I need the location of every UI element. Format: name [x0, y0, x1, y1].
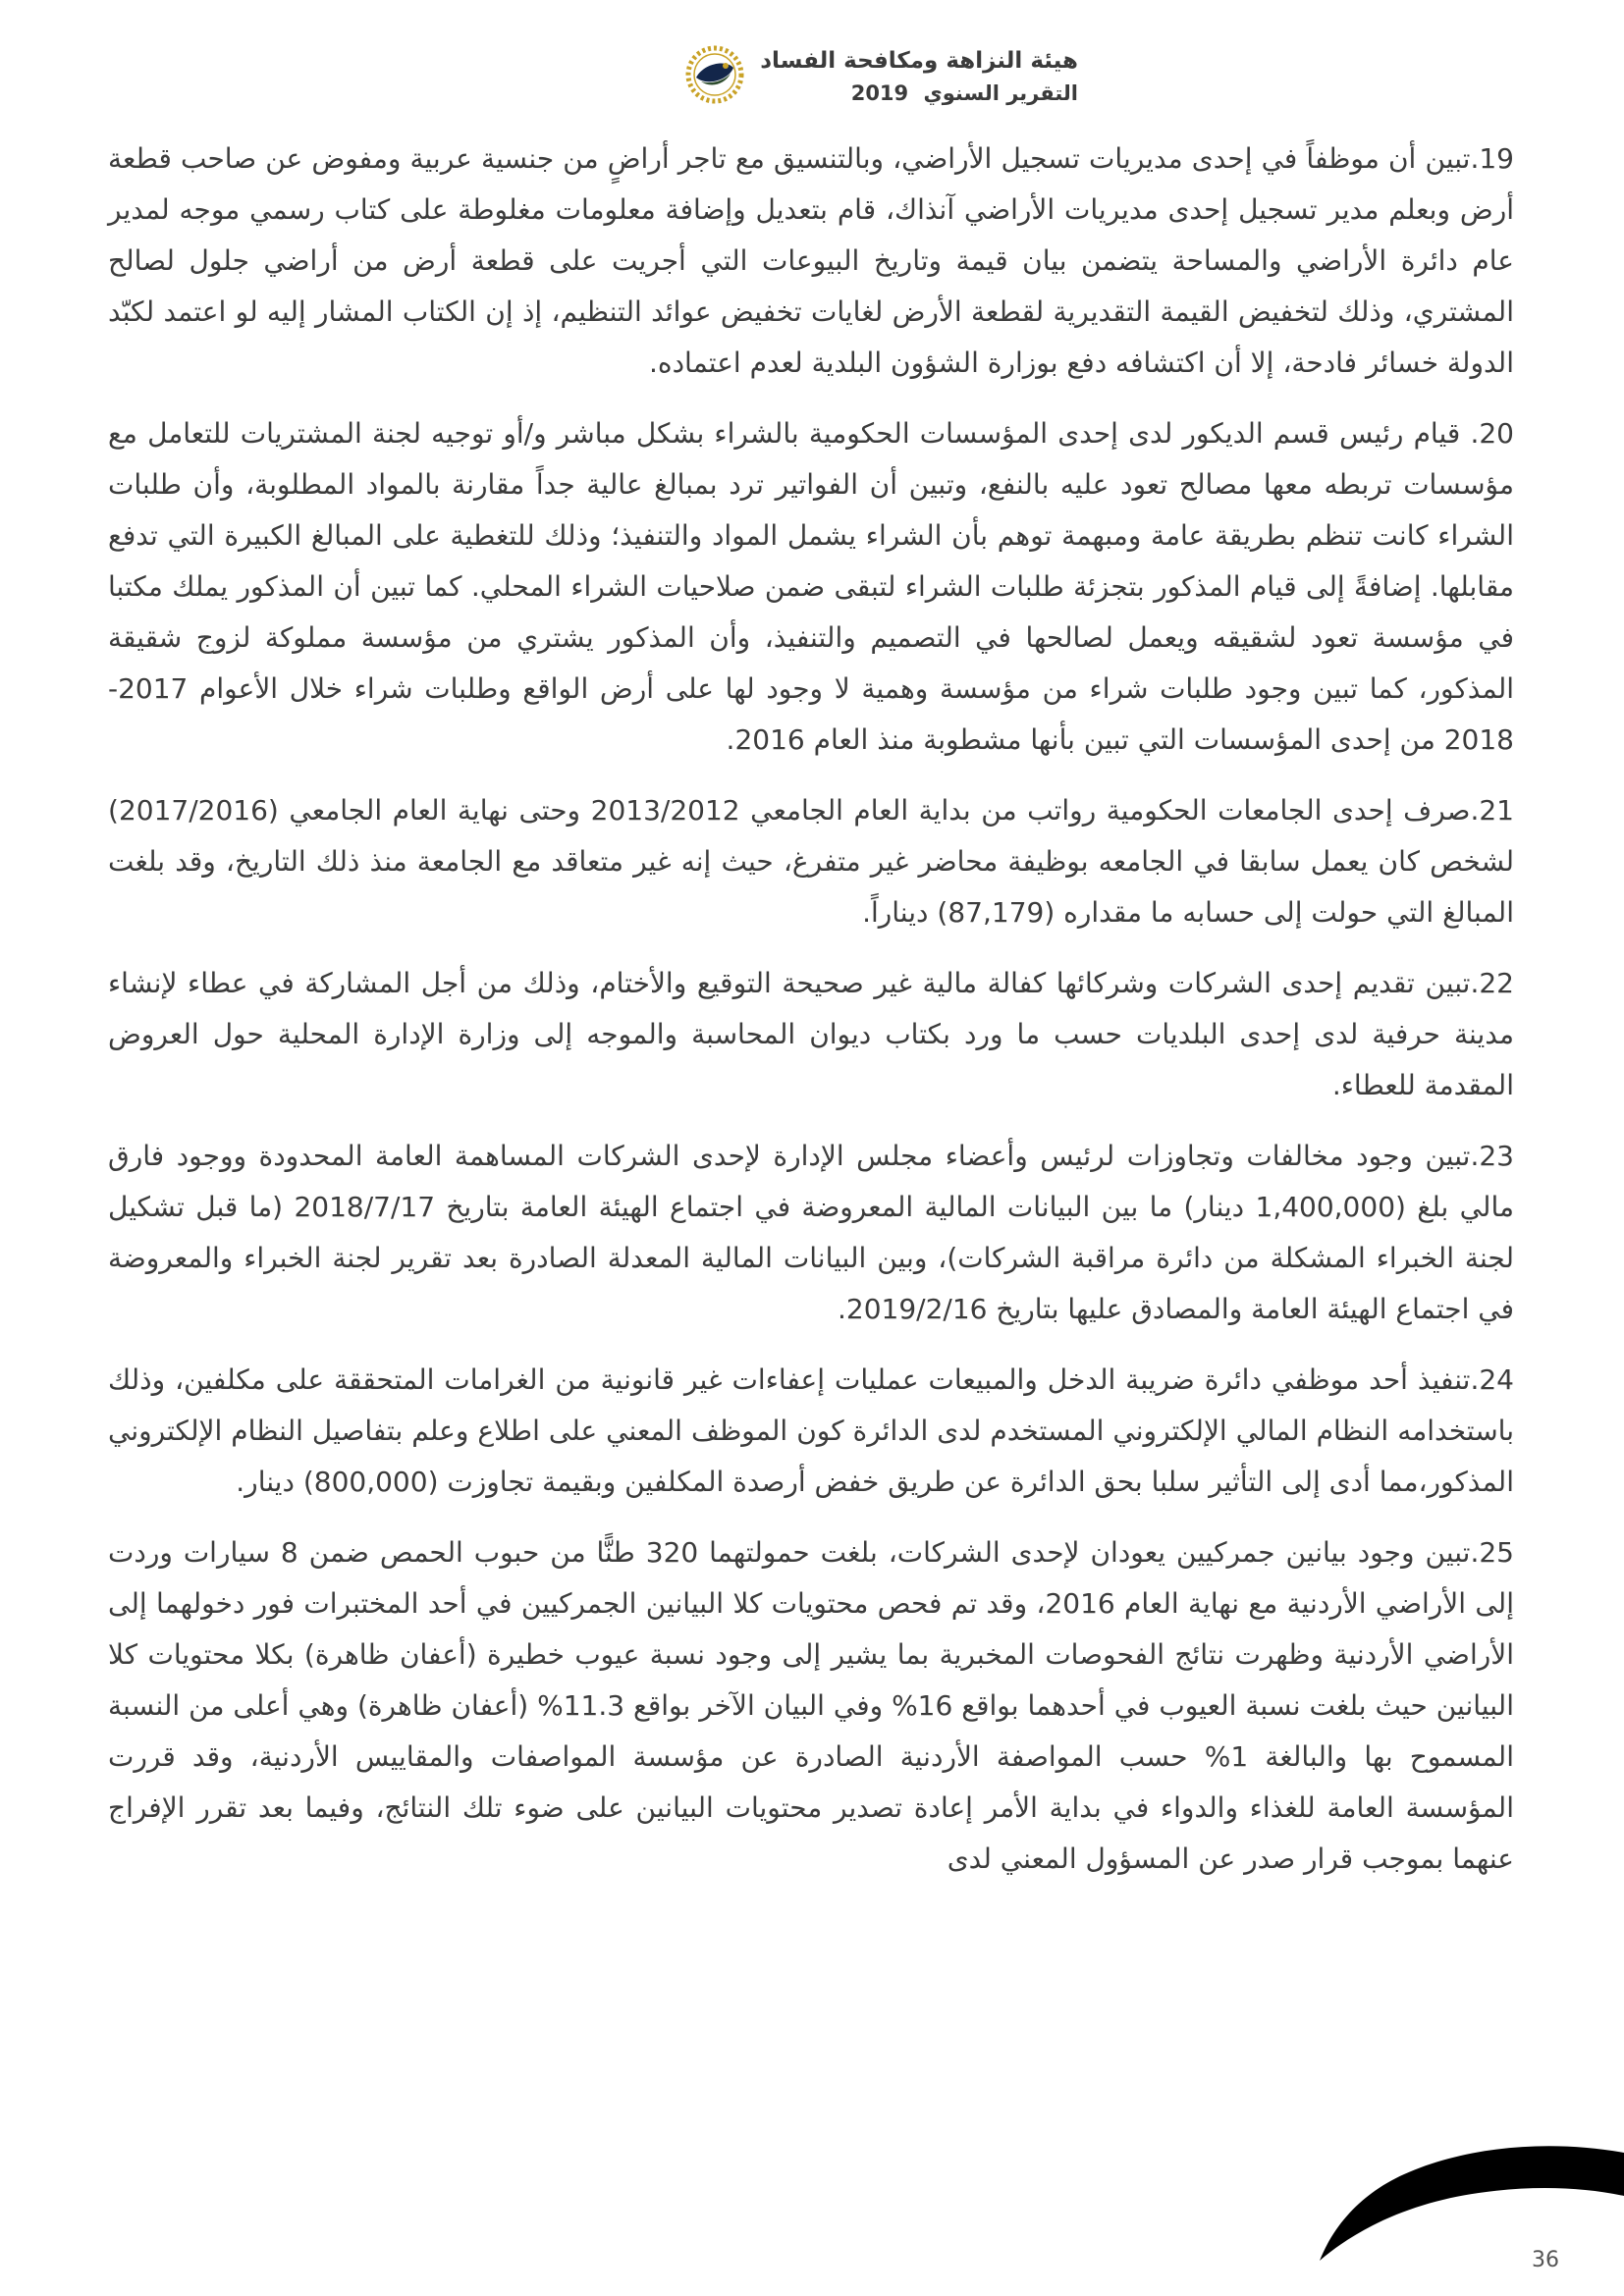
report-body: [108, 133, 1514, 1904]
item-number: 23.: [1470, 1140, 1514, 1172]
report-title: التقرير السنوي: [923, 81, 1078, 105]
integrity-commission-emblem-icon: [681, 41, 748, 112]
item-number: 22.: [1470, 967, 1514, 999]
item-number: 19.: [1470, 142, 1514, 175]
list-item-24: [108, 1355, 1514, 1508]
list-item-23: [108, 1131, 1514, 1335]
item-text: تبين وجود مخالفات وتجاوزات لرئيس وأعضاء مجلس الإدارة لإحدى الشركات المساهمة العامة المحدودة ووجود فارق مالي بلغ (1,400,000 دينار) ما بين البيانات المالية المعروضة في اجتماع الهيئة العامة بتاريخ 2018/7/17 (ما قبل تشكيل لجنة الخبراء المشكلة من دائرة مراقبة الشركات)، وبين البيانات المالية المعدلة الصادرة بعد تقرير لجنة الخبراء والمعروضة في اجتماع الهيئة العامة والمصادق عليها بتاريخ 2019/2/16.: [108, 1140, 1514, 1325]
item-text: تبين تقديم إحدى الشركات وشركائها كفالة مالية غير صحيحة التوقيع والأختام، وذلك من أجل المشاركة في عطاء لإنشاء مدينة حرفية لدى إحدى البلديات حسب ما ورد بكتاب ديوان المحاسبة والموجه إلى وزارة الإدارة المحلية حول العروض المقدمة للعطاء.: [108, 967, 1514, 1101]
list-item-19: [108, 133, 1514, 389]
report-title-line: [760, 80, 1078, 107]
item-number: 21.: [1470, 794, 1514, 827]
list-item-25: [108, 1527, 1514, 1885]
list-item-21: [108, 785, 1514, 938]
page-number: 36: [1532, 2248, 1559, 2272]
item-number: 25.: [1470, 1536, 1514, 1569]
organization-name: هيئة النزاهة ومكافحة الفساد: [760, 48, 1078, 74]
item-text: قيام رئيس قسم الديكور لدى إحدى المؤسسات الحكومية بالشراء بشكل مباشر و/أو توجيه لجنة المشتريات للتعامل مع مؤسسات تربطه معها مصالح تعود عليه بالنفع، وتبين أن الفواتير ترد بمبالغ عالية جداً مقارنة بالمواد المطلوبة، وأن طلبات الشراء كانت تنظم بطريقة عامة ومبهمة توهم بأن الشراء يشمل المواد والتنفيذ؛ وذلك للتغطية على المبالغ الكبيرة التي تدفع مقابلها. إضافةً إلى قيام المذكور بتجزئة طلبات الشراء لتبقى ضمن صلاحيات الشراء المحلي. كما تبين أن المذكور يملك مكتبا في مؤسسة تعود لشقيقه ويعمل لصالحها في التصميم والتنفيذ، وأن المذكور يشتري من مؤسسة مملوكة لزوج شقيقة المذكور، كما تبين وجود طلبات شراء من مؤسسة وهمية لا وجود لها على أرض الواقع وطلبات شراء خلال الأعوام 2017-2018 من إحدى المؤسسات التي تبين بأنها مشطوبة منذ العام 2016.: [108, 417, 1514, 756]
item-number: 20.: [1470, 417, 1514, 450]
item-text: تبين أن موظفاً في إحدى مديريات تسجيل الأراضي، وبالتنسيق مع تاجر أراضٍ من جنسية عربية ومفوض عن صاحب قطعة أرض وبعلم مدير تسجيل إحدى مديريات الأراضي آنذاك، قام بتعديل وإضافة معلومات مغلوطة على كتاب رسمي موجه لمدير عام دائرة الأراضي والمساحة يتضمن بيان قيمة وتاريخ البيوعات التي أجريت على قطعة أرض من أراضي جلول لصالح المشتري، وذلك لتخفيض القيمة التقديرية لقطعة الأرض لغايات تخفيض عوائد التنظيم، إذ إن الكتاب المشار إليه لو اعتمد لكبّد الدولة خسائر فادحة، إلا أن اكتشافه دفع بوزارة الشؤون البلدية لعدم اعتماده.: [108, 142, 1514, 379]
corner-swoosh-icon: [1320, 2139, 1624, 2267]
item-number: 24.: [1470, 1363, 1514, 1396]
report-year: 2019: [850, 81, 909, 105]
list-item-20: [108, 408, 1514, 766]
list-item-22: [108, 958, 1514, 1111]
item-text: صرف إحدى الجامعات الحكومية رواتب من بداية العام الجامعي 2013/2012 وحتى نهاية العام الجامعي (2017/2016) لشخص كان يعمل سابقا في الجامعه بوظيفة محاضر غير متفرغ، حيث إنه غير متعاقد مع الجامعة منذ ذلك التاريخ، وقد بلغت المبالغ التي حولت إلى حسابه ما مقداره (87,179) ديناراً.: [108, 794, 1514, 929]
header-text-block: [760, 46, 1078, 107]
item-text: تبين وجود بيانين جمركيين يعودان لإحدى الشركات، بلغت حمولتهما 320 طنًّا من حبوب الحمص ضمن 8 سيارات وردت إلى الأراضي الأردنية مع نهاية العام 2016، وقد تم فحص محتويات كلا البيانين الجمركيين في أحد المختبرات فور دخولهما إلى الأراضي الأردنية وظهرت نتائج الفحوصات المخبرية بما يشير إلى وجود نسبة عيوب خطيرة (أعفان ظاهرة) بكلا محتويات كلا البيانين حيث بلغت نسبة العيوب في أحدهما بواقع 16% وفي البيان الآخر بواقع 11.3% (أعفان ظاهرة) وهي أعلى من النسبة المسموح بها والبالغة 1% حسب المواصفة الأردنية الصادرة عن مؤسسة المواصفات والمقاييس الأردنية، وقد قررت المؤسسة العامة للغذاء والدواء في بداية الأمر إعادة تصدير محتويات البيانين على ضوء تلك النتائج، وفيما بعد تقرر الإفراج عنهما بموجب قرار صدر عن المسؤول المعني لدى: [108, 1536, 1514, 1875]
page-header: [681, 41, 1078, 112]
item-text: تنفيذ أحد موظفي دائرة ضريبة الدخل والمبيعات عمليات إعفاءات غير قانونية من الغرامات المتحققة على مكلفين، وذلك باستخدامه النظام المالي الإلكتروني المستخدم لدى الدائرة كون الموظف المعني على اطلاع وعلم بتفاصيل النظام الإلكتروني المذكور،مما أدى إلى التأثير سلبا بحق الدائرة عن طريق خفض أرصدة المكلفين وبقيمة تجاوزت (800,000) دينار.: [108, 1363, 1514, 1498]
